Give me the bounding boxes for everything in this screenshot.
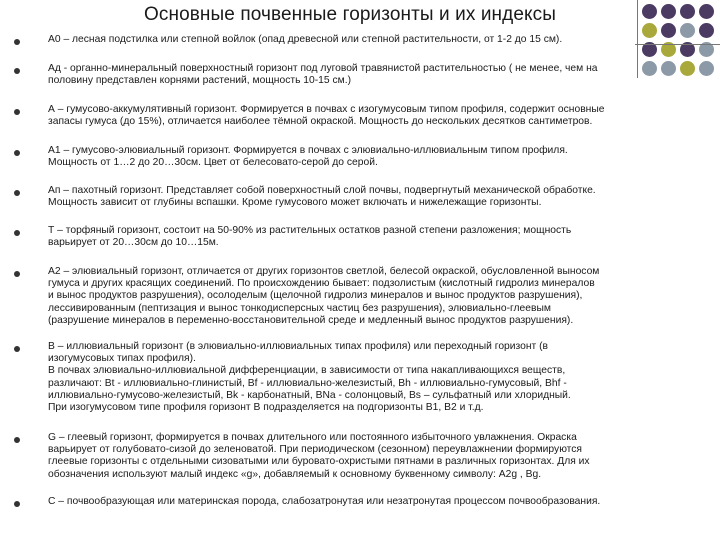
page-title: Основные почвенные горизонты и их индексы [144,4,556,25]
dot-icon [680,4,695,19]
item-text: В – иллювиальный горизонт (в элювиально-иллювиальных типах профиля) или переходный горизонт (в изогумусовых типах профиля). В почвах элювиально-иллювиальной дифференциации, в зависимости от типа накапливающихся веществ, различают: Bt - иллювиально-глинистый, Bf - иллювиально-железистый, Bh - иллювиально-гумусовый, Bhf - иллювиально-гумусово-железистый, Bk - карбонатный, BNa - солонцовый, Bs – сульфатный или хлоридный. При изогумусовом типе профиля горизонт В подразделяется на подгоризонты В1, В2 и т.д. [48,341,571,414]
item-text: Ап – пахотный горизонт. Представляет собой поверхностный слой почвы, подвергнутый механической обработке. Мощность зависит от глубины вспашки. Кроме гумусового может включать и нижележащие горизонты. [48,185,596,209]
bullet-icon [14,109,20,115]
bullet-icon [14,346,20,352]
item-text: Ад - органно-минеральный поверхностный горизонт под луговой травянистой растительностью ( не менее, чем на половину представлен корнями растений, мощность 10-15 см.) [48,63,598,87]
dot-icon [699,4,714,19]
item-text: А0 – лесная подстилка или степной войлок (опад древесной или степной растительности, от 1-2 до 15 см). [48,34,563,45]
bullet-icon [14,39,20,45]
item-text: А1 – гумусово-элювиальный горизонт. Формируется в почвах с элювиально-иллювиальным типом профиля. Мощность от 1…2 до 20…30см. Цвет от белесовато-серой до серой. [48,145,568,169]
bullet-icon [14,230,20,236]
bullet-icon [14,68,20,74]
item-text: Т – торфяный горизонт, состоит на 50-90% из растительных остатков разной степени разложения; мощность варьирует от 20…30см до 10…15м. [48,225,572,249]
dot-icon [661,4,676,19]
item-text: А2 – элювиальный горизонт, отличается от других горизонтов светлой, белесой окраской, обусловленной выносом гумуса и других красящих соединений. По происхождению бывает: подзолистым (кислотный гидролиз минералов и вынос продуктов разрушения), осолоделым (щелочной гидролиз минералов и вынос продуктов разрушения), лессивированным (пептизация и вынос тонкодисперсных частиц без разрушения), элювиально-глеевым (разрушение минералов в переменно-восстановительной среде и медленный вынос продуктов разрушения). [48,266,600,326]
bullet-icon [14,501,20,507]
item-text: А – гумусово-аккумулятивный горизонт. Формируется в почвах с изогумусовым типом профиля, содержит основные запасы гумуса (до 15%), отличается наиболее тёмной окраской. Мощность до нескольких десятков сантиметров. [48,104,605,128]
item-text: С – почвообразующая или материнская порода, слабозатронутая или незатронутая процессом почвообразования. [48,496,601,507]
item-text: G – глеевый горизонт, формируется в почвах длительного или постоянного избыточного увлажнения. Окраска варьирует от голубовато-сизой до зеленоватой. При периодическом (сезонном) переувлажнении формируются глеевые горизонты с отдельными сизоватыми или буровато-охристыми пятнами в различных горизонтах. Для их обозначения используют малый индекс «g», добавляемый к основному буквенному символу: A2g , Bg. [48,432,590,480]
dot-icon [642,4,657,19]
bullet-icon [14,437,20,443]
bullet-icon [14,190,20,196]
bullet-icon [14,150,20,156]
bullet-icon [14,271,20,277]
